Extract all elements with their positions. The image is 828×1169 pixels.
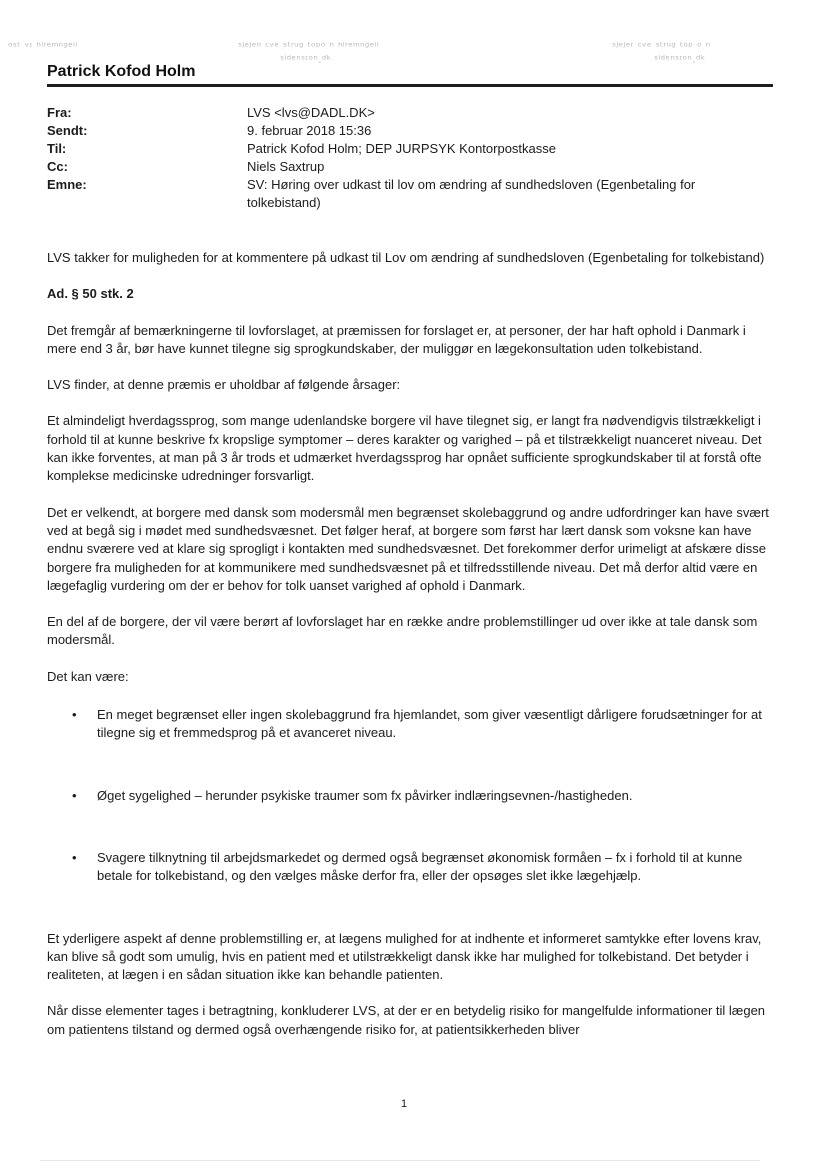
intro-paragraph: LVS takker for muligheden for at kommentere på udkast til Lov om ændring af sundhedsloven (Egenbetaling for tolkebistand) — [47, 250, 765, 265]
stamp-text: ˢⁱᵈᵉⁿˢᶦᵒⁿ.ᵈᵏ — [280, 53, 332, 66]
header-label: Emne: — [47, 177, 87, 192]
header-sent — [47, 122, 777, 140]
header-value: SV: Høring over udkast til lov om ændring af sundhedsloven (Egenbetaling for tolkebistand) — [247, 177, 696, 210]
stamp-text: ˢʲᵉʲᵉⁿ ᶜᵛᵉ ˢᵗʳᵘᵍ ᵗᵒᵖᵒ ⁿ ʰⁱʳᵉᵐⁿᵍᵉⁱⁱ — [238, 40, 380, 53]
body-paragraph: Det er velkendt, at borgere med dansk som modersmål men begrænset skolebaggrund og andre udfordringer kan have svært ved at begå sig i mødet med sundhedsvæsnet. Det følger heraf, at borgere som først har lært dansk som voksne kan have endnu sværere ved at klare sig sprogligt i kontakten med sundhedsvæsnet. Det forekommer derfor urimeligt at afskære disse borgere fra muligheden for at kommunikere med sundhedsvæsnet på et tilfredsstillende niveau. Det må derfor altid være en lægefaglig vurdering om der er behov for tolk uanset varighed af ophold i Danmark. — [47, 504, 769, 593]
header-value: 9. februar 2018 15:36 — [247, 123, 372, 138]
email-headers — [47, 104, 777, 212]
body-paragraph: LVS finder, at denne præmis er uholdbar af følgende årsager: — [47, 377, 401, 393]
body-paragraph: Når disse elementer tages i betragtning, konkluderer LVS, at der er en betydelig risiko for mangelfulde informationer til lægen om patientens tilstand og dermed også overhængende risiko for, at patientsikkerheden bliver — [47, 1003, 766, 1037]
list-item-text: Svagere tilknytning til arbejdsmarkedet og dermed også begrænset økonomisk formåen – fx i forhold til at kunne betale for tolkebistand, og den vælges måske derfor fra, eller der opsøges slet ikke lægehjælp. — [97, 849, 743, 884]
header-to — [47, 140, 777, 158]
body-paragraph: Et almindeligt hverdagssprog, som mange udenlandske borgere vil have tilegnet sig, er langt fra nødvendigvis tilstrækkeligt i forhold til at kunne beskrive fx kropslige symptomer – deres karakter og varighed – på et tilstrækkeligt nuanceret niveau. Det kan ikke forventes, at man på 3 år trods et udmærket hverdagssprog har opnået sufficiente sprogkundskaber til at forstå ofte komplekse medicinske udredninger forsvarligt. — [47, 413, 762, 484]
body-paragraph: Det fremgår af bemærkningerne til lovforslaget, at præmissen for forslaget er, at personer, der har haft ophold i Danmark i mere end 3 år, bør have kunnet tilegne sig sprogkundskaber, der muliggør en lægekonsultation uden tolkebistand. — [47, 322, 746, 356]
header-subject — [47, 176, 777, 212]
list-item-text: En meget begrænset eller ingen skolebaggrund fra hjemlandet, som giver væsentligt dårligere forudsætninger for at tilegne sig et fremmedsprog på et avanceret niveau. — [97, 707, 762, 741]
faint-stamp-right — [612, 40, 710, 66]
list-item — [47, 849, 775, 886]
bullet-icon: • — [72, 849, 77, 865]
header-value: LVS <lvs@DADL.DK> — [247, 105, 375, 120]
list-item — [47, 706, 775, 743]
header-value: Niels Saxtrup — [247, 159, 325, 174]
body-paragraph: Et yderligere aspekt af denne problemstilling er, at lægens mulighed for at indhente et informeret samtykke efter lovens krav, kan blive så godt som umulig, hvis en patient med et utilstrækkeligt dansk ikke har mulighed for tolkebistand. Det betyder i realiteten, at lægen i en sådan situation ikke kan behandle patienten. — [47, 930, 762, 983]
stamp-text: ˢⁱᵈᵉⁿˢᶦᵒⁿ.ᵈᵏ — [654, 53, 706, 66]
bullet-icon: • — [72, 787, 77, 803]
faint-stamp-center — [238, 40, 379, 66]
page-number: 1 — [401, 1098, 408, 1110]
bullet-icon: • — [72, 707, 77, 723]
list-item — [47, 787, 775, 805]
bullet-list — [47, 706, 775, 885]
header-label: Cc: — [47, 159, 68, 174]
stamp-text: ᵒˢᵗ ᵛᶦ ʰⁱʳᵉᵐⁿᵍᵉⁱⁱ — [8, 40, 78, 53]
header-cc — [47, 158, 777, 176]
stamp-text: ˢʲᵉʲᵉʳ ᶜᵛᵉ ˢᵗʳᵘᵍ ᵗᵒᵖ ᵒ ⁿ — [612, 40, 711, 53]
header-from — [47, 104, 777, 122]
footer-divider — [40, 1160, 760, 1161]
section-heading: Ad. § 50 stk. 2 — [47, 286, 134, 302]
faint-stamp-left — [8, 40, 78, 53]
header-label: Sendt: — [47, 123, 88, 138]
body-paragraph: Det kan være: — [47, 668, 129, 684]
header-value: Patrick Kofod Holm; DEP JURPSYK Kontorpostkasse — [247, 141, 556, 156]
header-label: Fra: — [47, 105, 72, 120]
mailbox-owner: Patrick Kofod Holm — [47, 63, 196, 80]
body-paragraph: En del af de borgere, der vil være berørt af lovforslaget har en række andre problemstillinger ud over ikke at tale dansk som modersmål. — [47, 614, 758, 648]
header-label: Til: — [47, 141, 67, 156]
email-body — [47, 249, 775, 1039]
header-rule — [47, 84, 773, 87]
list-item-text: Øget sygelighed – herunder psykiske traumer som fx påvirker indlæringsevnen-/hastigheden. — [97, 787, 633, 803]
